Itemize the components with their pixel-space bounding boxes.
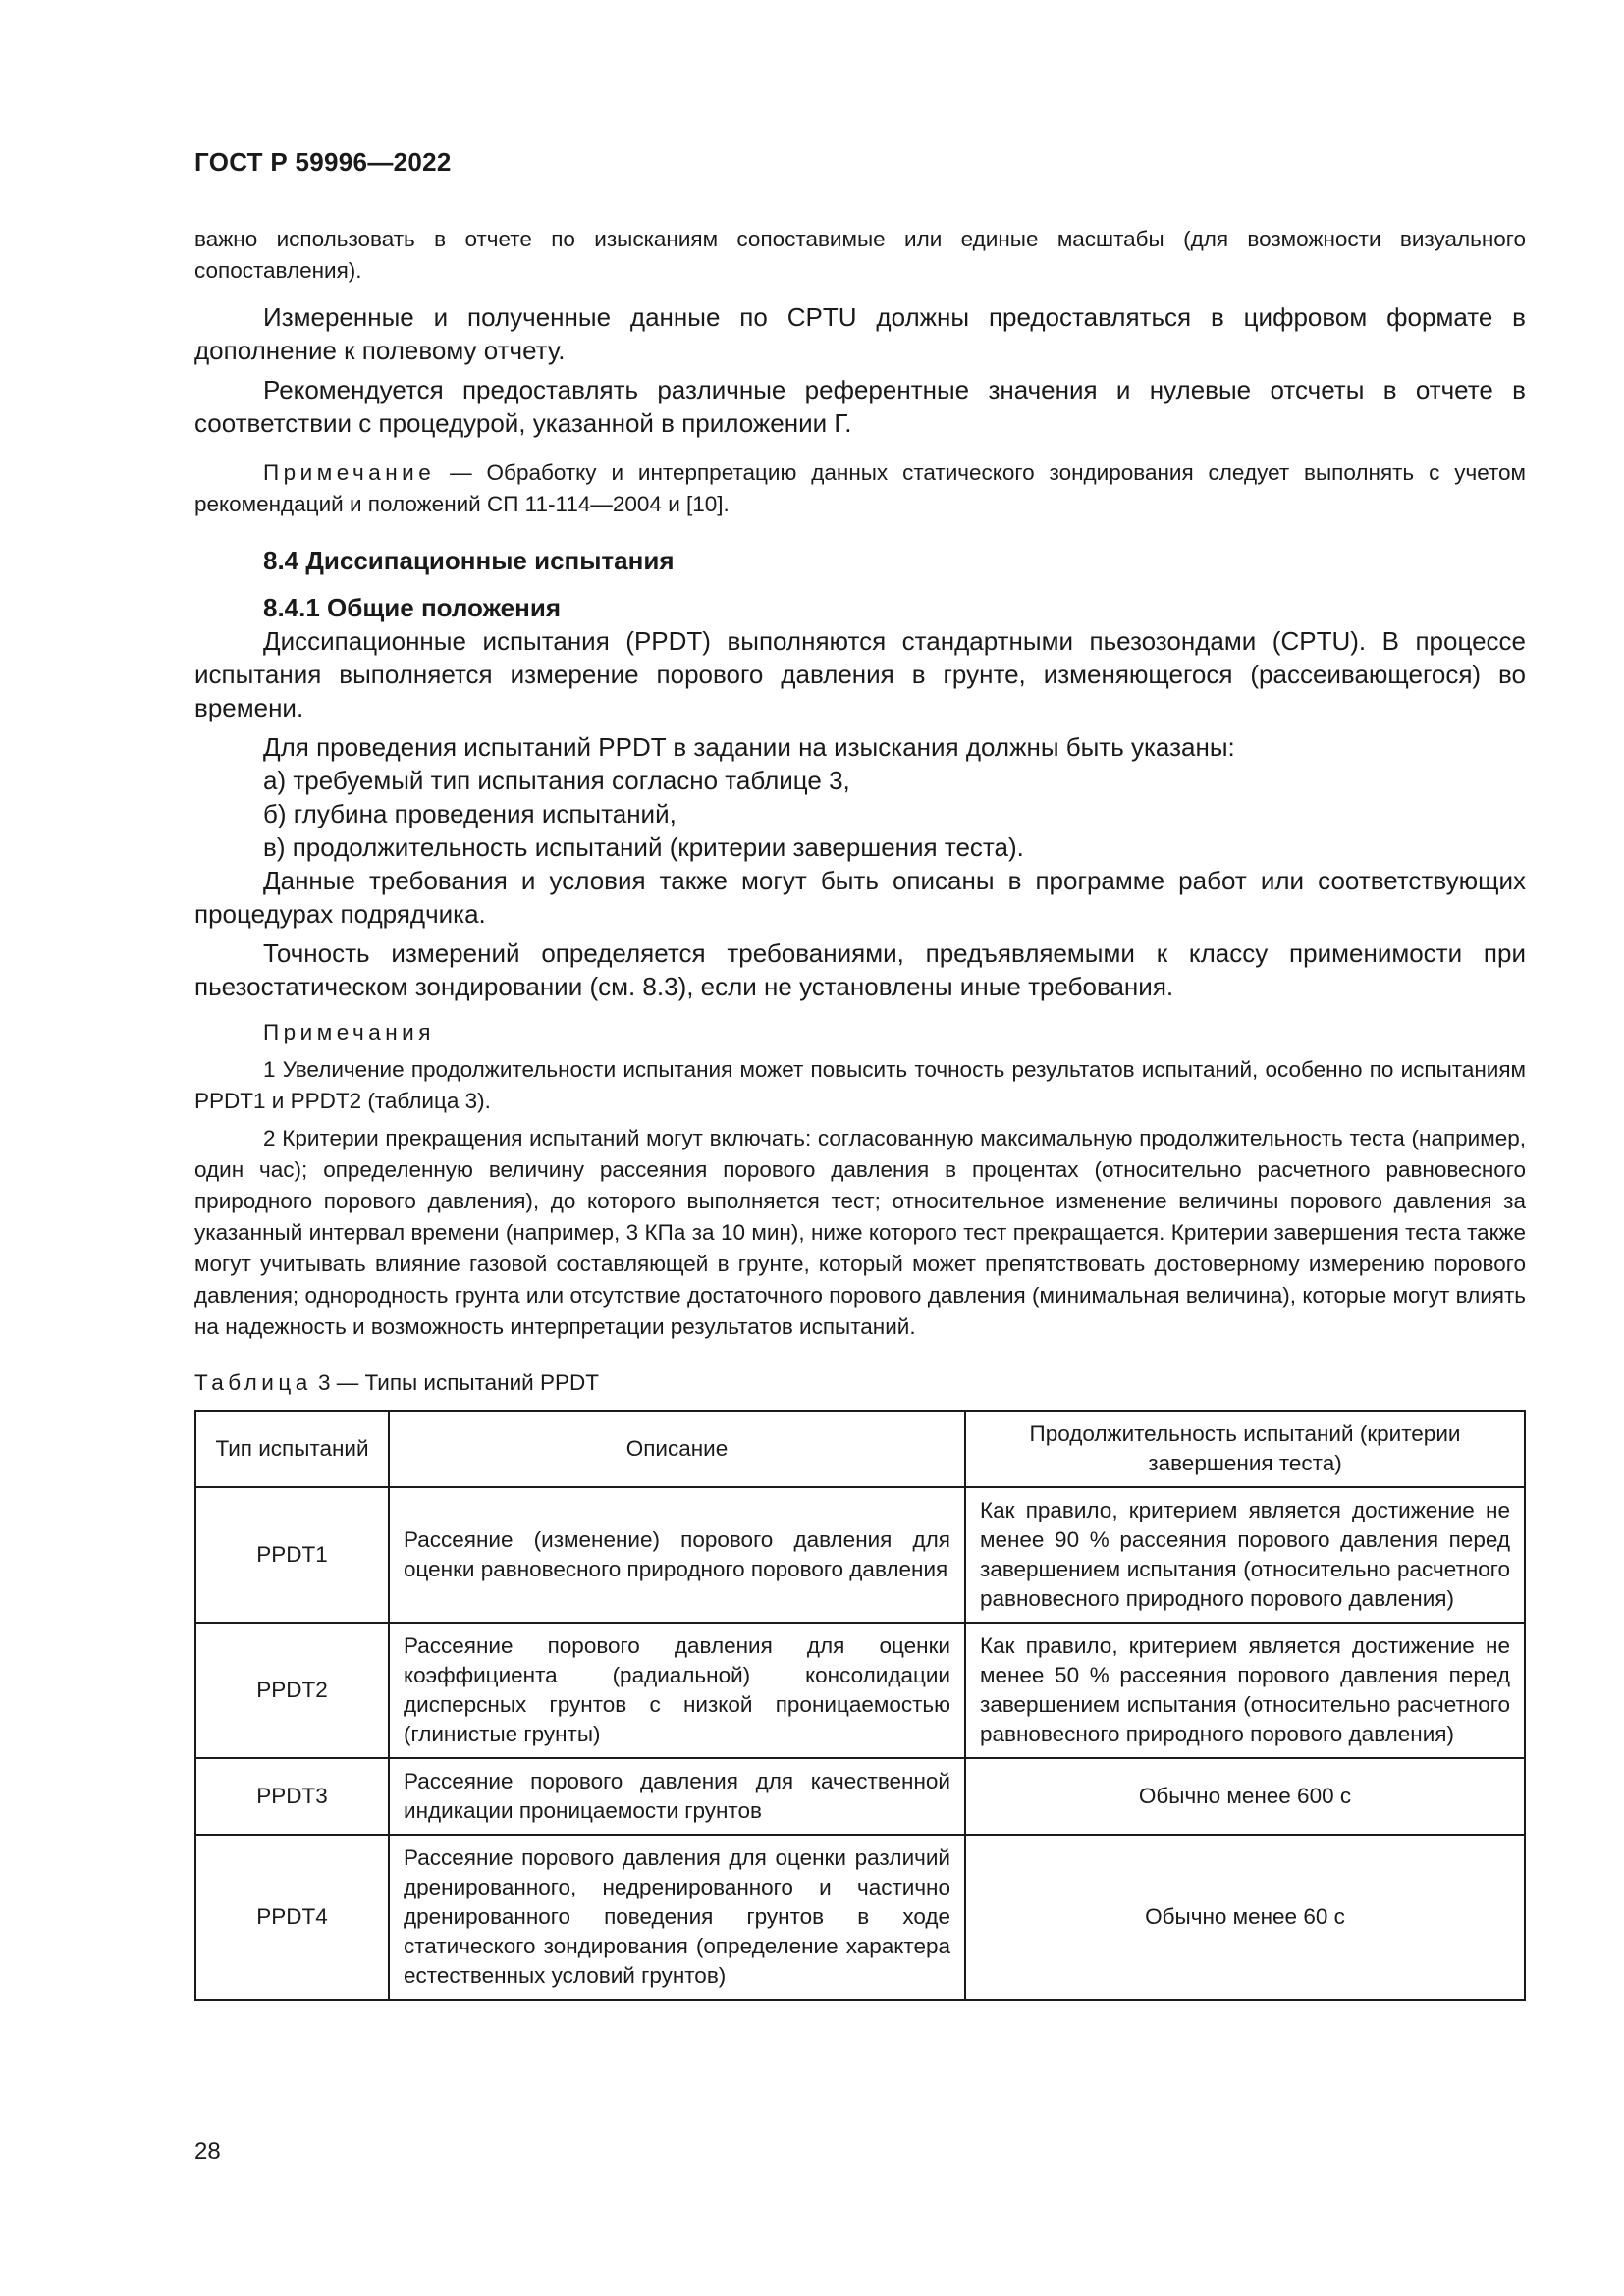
list-item-a: а) требуемый тип испытания согласно таблице 3, <box>263 766 850 795</box>
section-heading-8-4-1: 8.4.1 Общие положения <box>263 593 561 622</box>
list-item-b: б) глубина проведения испытаний, <box>263 799 677 828</box>
paragraph-ppdt-intro: Диссипационные испытания (PPDT) выполняются стандартными пьезозондами (CPTU). В процессе испытания выполняется измерение порового давления в грунте, изменяющегося (рассеивающегося) во времени. <box>194 626 1526 722</box>
note-label: Примечание <box>263 460 436 485</box>
note-2: 2 Критерии прекращения испытаний могут включать: согласованную максимальную продолжительность теста (например, один час); определенную величину рассеяния порового давления в процентах (относительно расчетного равновесного природного порового давления), до которого выполняется тест; относительное изменение величины порового давления за указанный интервал времени (например, 3 КПа за 10 мин), ниже которого тест прекращается. Критерии завершения теста также могут учитывать влияние газовой составляющей в грунте, который может препятствовать достоверному измерению порового давления; однородность грунта или отсутствие достаточного порового давления (минимальная величина), которые могут влиять на надежность и возможность интерпретации результатов испытаний. <box>194 1126 1526 1339</box>
cell-description: Рассеяние порового давления для оценки различий дренированного, недренированного и частично дренированного поведения грунтов в ходе статического зондирования (определение характера естественных условий грунтов) <box>389 1835 965 2000</box>
ppdt-types-table <box>194 1410 1526 2001</box>
page-number: 28 <box>194 2138 221 2164</box>
table-row <box>195 1835 1525 2000</box>
cell-type: PPDT3 <box>195 1758 389 1835</box>
paragraph-contractor-procedures: Данные требования и условия также могут быть описаны в программе работ или соответствующих процедурах подрядчика. <box>194 866 1526 929</box>
table-caption <box>194 1368 1526 1398</box>
cell-type: PPDT4 <box>195 1835 389 2000</box>
paragraph-requirements: Для проведения испытаний PPDT в задании на изыскания должны быть указаны: <box>263 732 1235 762</box>
header-type: Тип испытаний <box>195 1411 389 1487</box>
document-header: ГОСТ Р 59996—2022 <box>194 147 452 177</box>
cell-duration: Обычно менее 600 с <box>965 1758 1525 1835</box>
list-item-c: в) продолжительность испытаний (критерии завершения теста). <box>263 832 1024 862</box>
cell-description: Рассеяние порового давления для оценки коэффициента (радиальной) консолидации дисперсных грунтов с низкой проницаемостью (глинистые грунты) <box>389 1623 965 1758</box>
cell-description: Рассеяние (изменение) порового давления для оценки равновесного природного порового давления <box>389 1487 965 1623</box>
notes-heading: Примечания <box>263 1020 435 1044</box>
section-heading-8-4: 8.4 Диссипационные испытания <box>263 546 675 575</box>
cell-duration: Обычно менее 60 с <box>965 1835 1525 2000</box>
paragraph-accuracy: Точность измерений определяется требованиями, предъявляемыми к классу применимости при пьезостатическом зондировании (см. 8.3), если не установлены иные требования. <box>194 938 1526 1001</box>
table-row <box>195 1487 1525 1623</box>
note-text: — Обработку и интерпретацию данных статического зондирования следует выполнять с учетом рекомендаций и положений СП 11-114—2004 и [10]. <box>194 460 1526 516</box>
paragraph-reference-values: Рекомендуется предоставлять различные референтные значения и нулевые отсчеты в отчете в соответствии с процедурой, указанной в приложении Г. <box>194 375 1526 438</box>
cell-duration: Как правило, критерием является достижение не менее 90 % рассеяния порового давления перед завершением испытания (относительно расчетного равновесного природного порового давления) <box>965 1487 1525 1623</box>
table-row <box>195 1758 1525 1835</box>
paragraph-continuation: важно использовать в отчете по изысканиям сопоставимые или единые масштабы (для возможности визуального сопоставления). <box>194 227 1526 283</box>
page-content <box>194 224 1526 2001</box>
cell-description: Рассеяние порового давления для качественной индикации проницаемости грунтов <box>389 1758 965 1835</box>
cell-type: PPDT1 <box>195 1487 389 1623</box>
note-processing <box>194 457 1526 520</box>
header-duration: Продолжительность испытаний (критерии завершения теста) <box>965 1411 1525 1487</box>
table-caption-text: 3 — Типы испытаний PPDT <box>311 1370 599 1395</box>
table-row <box>195 1623 1525 1758</box>
cell-duration: Как правило, критерием является достижение не менее 50 % рассеяния порового давления перед завершением испытания (относительно расчетного равновесного природного порового давления) <box>965 1623 1525 1758</box>
paragraph-cptu-digital: Измеренные и полученные данные по CPTU должны предоставляться в цифровом формате в дополнение к полевому отчету. <box>194 302 1526 365</box>
note-1: 1 Увеличение продолжительности испытания может повысить точность результатов испытаний, особенно по испытаниям PPDT1 и PPDT2 (таблица 3). <box>194 1057 1526 1113</box>
cell-type: PPDT2 <box>195 1623 389 1758</box>
table-caption-label: Таблица <box>194 1370 312 1395</box>
table-header-row <box>195 1411 1525 1487</box>
header-description: Описание <box>389 1411 965 1487</box>
